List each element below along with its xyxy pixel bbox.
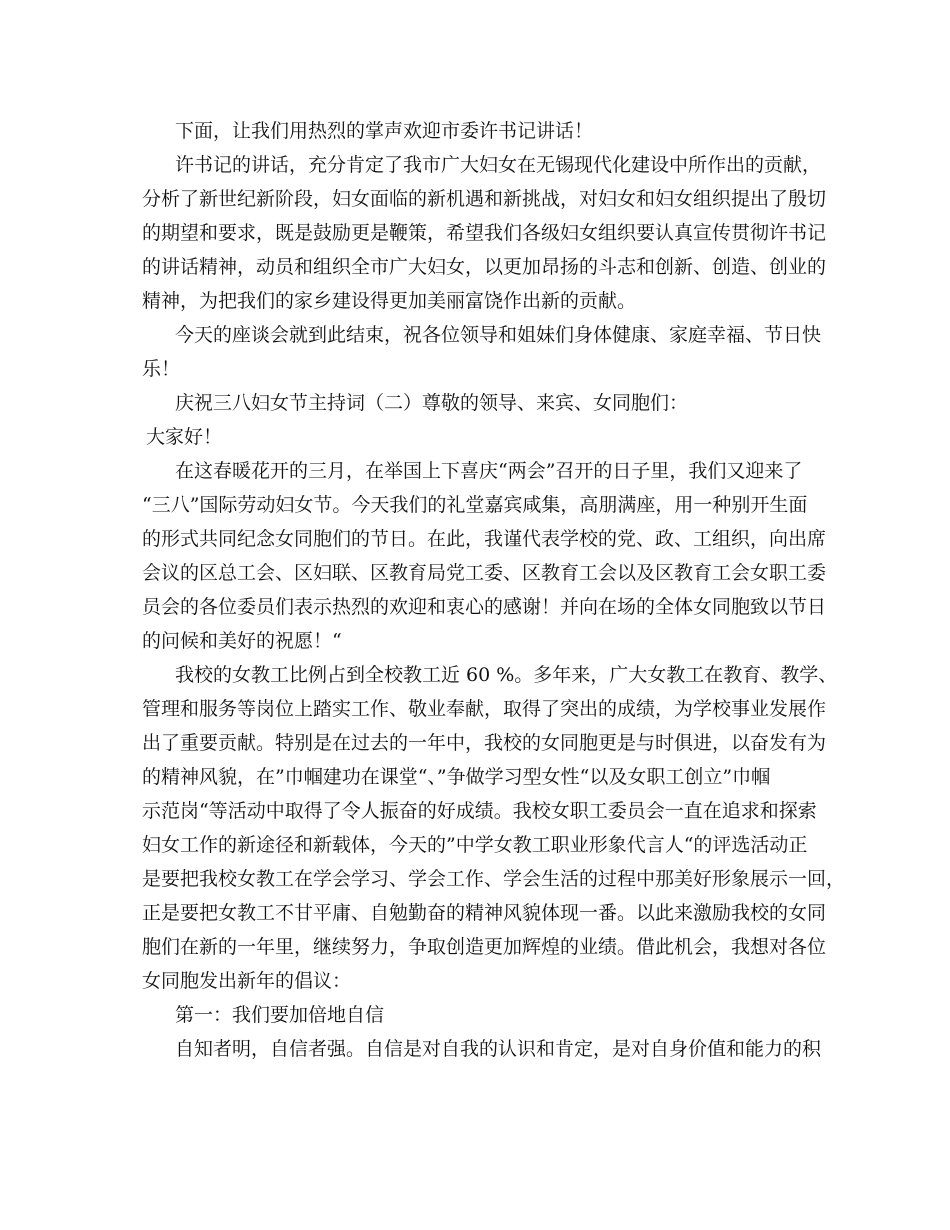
text-line: 分析了新世纪新阶段，妇女面临的新机遇和新挑战，对妇女和妇女组织提出了殷切	[142, 188, 827, 210]
text-line: 管理和服务等岗位上踏实工作、敬业奉献，取得了突出的成绩，为学校事业发展作	[142, 698, 827, 720]
text-line: 的期望和要求，既是鼓励更是鞭策，希望我们各级妇女组织要认真宣传贯彻许书记	[142, 222, 827, 244]
text-line: 的讲话精神，动员和组织全市广大妇女，以更加昂扬的斗志和创新、创造、创业的	[142, 256, 827, 278]
text-line: 的形式共同纪念女同胞们的节日。在此，我谨代表学校的党、政、工组织，向出席	[142, 528, 827, 550]
text-line: 女同胞发出新年的倡议：	[142, 970, 352, 992]
text-line: 庆祝三八妇女节主持词（二）尊敬的领导、来宾、女同胞们：	[175, 392, 689, 414]
text-line: 乐！	[142, 358, 181, 380]
text-line: 大家好！	[146, 426, 223, 448]
text-line: 妇女工作的新途径和新载体，今天的”中学女教工职业形象代言人“的评选活动正	[142, 834, 808, 856]
text-line: 今天的座谈会就到此结束，祝各位领导和姐妹们身体健康、家庭幸福、节日快	[175, 324, 822, 346]
text-line: 正是要把女教工不甘平庸、自勉勤奋的精神风貌体现一番。以此来激励我校的女同	[142, 902, 827, 924]
text-line: 的精神风貌，在”巾帼建功在课堂“、”争做学习型女性“以及女职工创立”巾帼	[142, 766, 771, 788]
text-line: 第一：我们要加倍地自信	[175, 1004, 385, 1026]
text-line: 会议的区总工会、区妇联、区教育局党工委、区教育工会以及区教育工会女职工委	[142, 562, 827, 584]
text-line: 自知者明，自信者强。自信是对自我的认识和肯定，是对自身价值和能力的积	[175, 1038, 822, 1060]
text-line: 是要把我校女教工在学会学习、学会工作、学会生活的过程中那美好形象展示一回，	[142, 868, 846, 890]
text-line: 出了重要贡献。特别是在过去的一年中，我校的女同胞更是与时俱进，以奋发有为	[142, 732, 827, 754]
text-line: 许书记的讲话，充分肯定了我市广大妇女在无锡现代化建设中所作出的贡献，	[175, 154, 822, 176]
text-line: 胞们在新的一年里，继续努力，争取创造更加辉煌的业绩。借此机会，我想对各位	[142, 936, 827, 958]
text-line: 示范岗“等活动中取得了令人振奋的好成绩。我校女职工委员会一直在追求和探索	[142, 800, 817, 822]
text-line: 我校的女教工比例占到全校教工近 60 %。多年来，广大女教工在教育、教学、	[175, 664, 838, 686]
text-line: 员会的各位委员们表示热烈的欢迎和衷心的感谢！并向在场的全体女同胞致以节日	[142, 596, 827, 618]
text-line: 精神，为把我们的家乡建设得更加美丽富饶作出新的贡献。	[142, 290, 637, 312]
text-line: 在这春暖花开的三月，在举国上下喜庆“两会”召开的日子里，我们又迎来了	[175, 460, 803, 482]
text-line: 下面，让我们用热烈的掌声欢迎市委许书记讲话！	[175, 120, 594, 142]
text-line: “三八”国际劳动妇女节。今天我们的礼堂嘉宾咸集，高朋满座，用一种别开生面	[142, 494, 808, 516]
text-line: 的问候和美好的祝愿！“	[142, 630, 342, 652]
